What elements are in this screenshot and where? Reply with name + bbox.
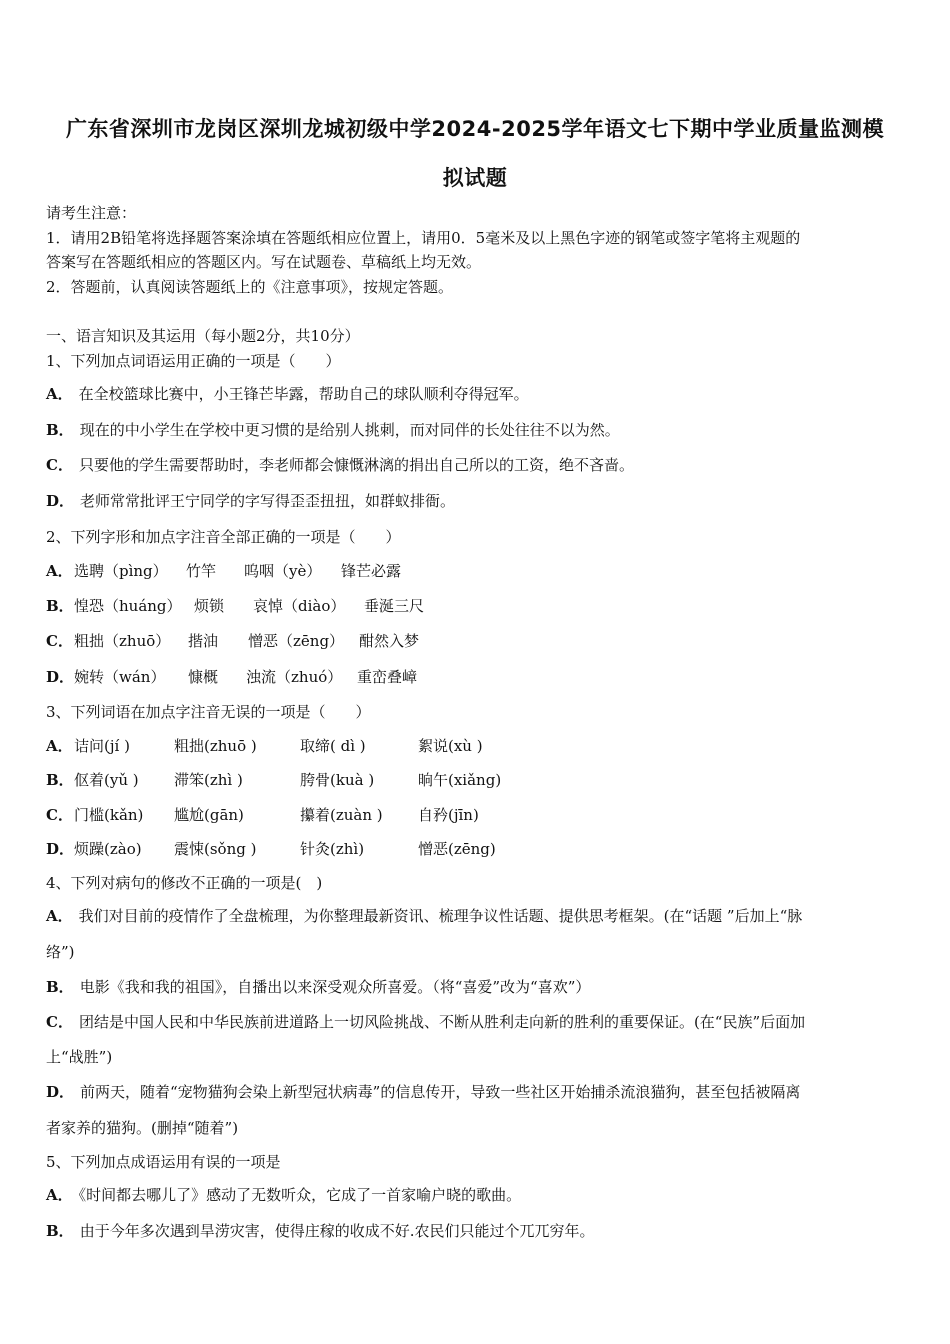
option-text: 只要他的学生需要帮助时，李老师都会慷慨淋漓的捐出自己所以的工资，绝不吝啬。 (78, 456, 634, 474)
question-1-option-d (46, 491, 908, 511)
option-item: 震悚(sǒng ) (174, 840, 257, 858)
option-item: 垂涎三尺 (364, 597, 425, 615)
option-item: 锋芒必露 (341, 562, 402, 580)
section-heading: 一、语言知识及其运用（每小题2分，共10分） (46, 327, 360, 345)
option-item: 烦锁 (194, 597, 225, 615)
option-item: 重峦叠嶂 (357, 668, 418, 686)
option-item: 攥着(zuàn ) (300, 806, 383, 824)
option-item: 门槛(kǎn) (74, 806, 144, 824)
option-item: 粗拙(zhuō ) (174, 737, 257, 755)
option-item: 慷概 (188, 668, 219, 686)
option-item: 选聘（pìng） (74, 562, 168, 580)
option-item: 憎恶(zēng) (418, 840, 496, 858)
option-label: D． (46, 1083, 75, 1101)
option-label: A． (46, 1186, 73, 1204)
question-4-option-d (46, 1082, 908, 1102)
question-4-option-a-cont: 络”) (46, 943, 75, 961)
question-3-stem: 3、下列词语在加点字注音无误的一项是（ ） (46, 703, 371, 721)
option-item: 絮说(xù ) (418, 737, 483, 755)
option-item: 伛着(yǔ ) (74, 771, 139, 789)
question-5-option-a (46, 1185, 908, 1205)
option-item: 滞笨(zhì ) (174, 771, 243, 789)
exam-title-line2: 拟试题 (442, 166, 508, 190)
option-text: 我们对目前的疫情作了全盘梳理，为你整理最新资讯、梳理争议性话题、提供思考框架。(在“话题 ”后加上“脉 (78, 907, 803, 925)
option-label: A． (46, 385, 73, 403)
option-label: A． (46, 907, 73, 925)
option-label: A． (46, 562, 73, 580)
option-text: 前两天，随着“宠物猫狗会染上新型冠状病毒”的信息传开，导致一些社区开始捕杀流浪猫狗，甚至包括被隔离 (80, 1083, 801, 1101)
question-4-option-d-cont: 者家养的猫狗。(删掉“随着”) (46, 1119, 239, 1137)
option-label: C． (46, 632, 73, 650)
option-text: 《时间都去哪儿了》感动了无数听众，它成了一首家喻户晓的歌曲。 (78, 1186, 522, 1204)
question-4-option-a (46, 906, 908, 926)
question-1-option-c (46, 455, 908, 475)
option-item: 烦躁(zào) (74, 840, 142, 858)
option-label: B． (46, 597, 74, 615)
option-item: 揩油 (188, 632, 219, 650)
option-text: 在全校篮球比赛中，小王锋芒毕露，帮助自己的球队顺利夺得冠军。 (78, 385, 529, 403)
question-1-stem: 1、下列加点词语运用正确的一项是（ ） (46, 352, 341, 370)
option-text: 由于今年多次遇到旱涝灾害，使得庄稼的收成不好.农民们只能过个兀兀穷年。 (79, 1222, 595, 1240)
notice-heading: 请考生注意： (46, 204, 137, 222)
option-item: 憎恶（zēng） (248, 632, 345, 650)
option-item: 惶恐（huáng） (74, 597, 182, 615)
option-item: 尴尬(gān) (174, 806, 244, 824)
option-label: D． (46, 492, 75, 510)
question-4-option-c-cont: 上“战胜”) (46, 1048, 113, 1066)
option-label: C． (46, 1013, 73, 1031)
option-text: 老师常常批评王宁同学的字写得歪歪扭扭，如群蚁排衙。 (80, 492, 456, 510)
option-item: 针灸(zhì) (300, 840, 365, 858)
option-item: 竹竿 (186, 562, 217, 580)
option-item: 哀悼（diào） (253, 597, 346, 615)
notice-item-1: 1．请用2B铅笔将选择题答案涂填在答题纸相应位置上，请用0．5毫米及以上黑色字迹的钢笔或签字笔将主观题的 (46, 229, 801, 247)
option-label: A． (46, 737, 73, 755)
option-item: 呜咽（yè） (244, 562, 322, 580)
question-4-stem: 4、下列对病句的修改不正确的一项是( ) (46, 874, 323, 892)
option-item: 自矜(jīn) (418, 806, 479, 824)
option-label: D． (46, 668, 75, 686)
option-item: 诘问(jí ) (74, 737, 130, 755)
option-text: 电影《我和我的祖国》，自播出以来深受观众所喜爱。（将“喜爱”改为“喜欢”） (79, 978, 591, 996)
option-item: 粗拙（zhuō） (74, 632, 171, 650)
option-label: B． (46, 771, 74, 789)
option-label: B． (46, 421, 74, 439)
question-5-option-b (46, 1221, 908, 1241)
question-5-stem: 5、下列加点成语运用有误的一项是 (46, 1153, 281, 1171)
option-label: B． (46, 1222, 74, 1240)
option-label: D． (46, 840, 75, 858)
option-item: 婉转（wán） (74, 668, 166, 686)
option-label: B． (46, 978, 74, 996)
notice-item-2: 2．答题前，认真阅读答题纸上的《注意事项》，按规定答题。 (46, 278, 454, 296)
option-item: 酣然入梦 (359, 632, 420, 650)
question-2-stem: 2、下列字形和加点字注音全部正确的一项是（ ） (46, 528, 401, 546)
option-item: 晌午(xiǎng) (418, 771, 502, 789)
option-item: 胯骨(kuà ) (300, 771, 375, 789)
notice-item-1-cont: 答案写在答题纸相应的答题区内。写在试题卷、草稿纸上均无效。 (46, 253, 482, 271)
option-text: 团结是中国人民和中华民族前进道路上一切风险挑战、不断从胜利走向新的胜利的重要保证。(在“民族”后面加 (78, 1013, 806, 1031)
option-item: 取缔( dì ) (300, 737, 366, 755)
question-4-option-c (46, 1012, 908, 1032)
exam-title-line1: 广东省深圳市龙岗区深圳龙城初级中学2024-2025学年语文七下期中学业质量监测模 (65, 117, 885, 141)
option-item: 浊流（zhuó） (246, 668, 343, 686)
option-label: C． (46, 806, 73, 824)
option-text: 现在的中小学生在学校中更习惯的是给别人挑刺，而对同伴的长处往往不以为然。 (79, 421, 620, 439)
question-1-option-b (46, 420, 908, 440)
question-1-option-a (46, 384, 908, 404)
question-4-option-b (46, 977, 908, 997)
option-label: C． (46, 456, 73, 474)
